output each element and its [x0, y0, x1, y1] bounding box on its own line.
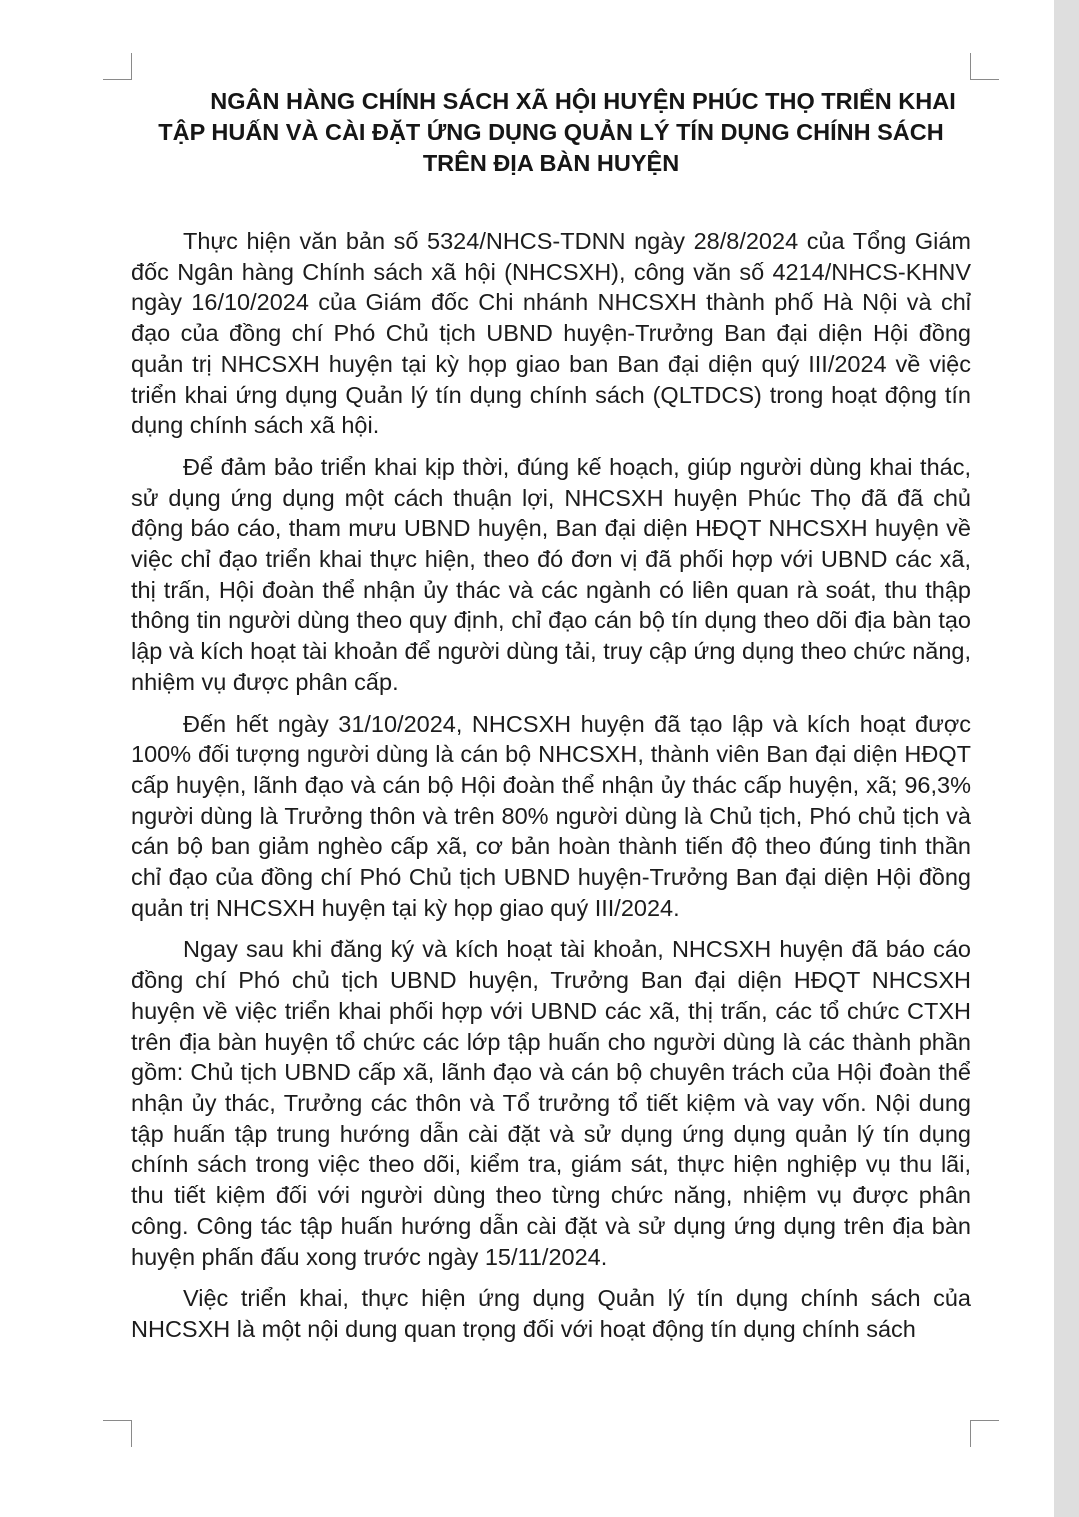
- document-title: [131, 86, 971, 179]
- paragraph-1: Thực hiện văn bản số 5324/NHCS-TDNN ngày 28/8/2024 của Tổng Giám đốc Ngân hàng Chính sách xã hội (NHCSXH), công văn số 4214/NHCS-KHNV ngày 16/10/2024 của Giám đốc Chi nhánh NHCSXH thành phố Hà Nội và chỉ đạo của đồng chí Phó Chủ tịch UBND huyện-Trưởng Ban đại diện Hội đồng quản trị NHCSXH huyện tại kỳ họp giao ban Ban đại diện quý III/2024 về việc triển khai ứng dụng Quản lý tín dụng chính sách (QLTDCS) trong hoạt động tín dụng chính sách xã hội.: [131, 228, 971, 439]
- margin-corner-bottom-left: [103, 1420, 132, 1447]
- paragraph-2: Để đảm bảo triển khai kịp thời, đúng kế hoạch, giúp người dùng khai thác, sử dụng ứng dụng một cách thuận lợi, NHCSXH huyện Phúc Thọ đã đã chủ động báo cáo, tham mưu UBND huyện, Ban đại diện HĐQT NHCSXH huyện về việc chỉ đạo triển khai thực hiện, theo đó đơn vị đã phối hợp với UBND các xã, thị trấn, Hội đoàn thể nhận ủy thác và các ngành có liên quan rà soát, thu thập thông tin người dùng theo quy định, chỉ đạo cán bộ tín dụng theo dõi địa bàn tạo lập và kích hoạt tài khoản để người dùng tải, truy cập ứng dụng theo chức năng, nhiệm vụ được phân cấp.: [131, 453, 971, 695]
- document-body: [131, 226, 971, 1356]
- margin-corner-top-right: [970, 53, 999, 80]
- title-line-3: TRÊN ĐỊA BÀN HUYỆN: [422, 150, 680, 176]
- paragraph-5: Việc triển khai, thực hiện ứng dụng Quản lý tín dụng chính sách của NHCSXH là một nội dung quan trọng đối với hoạt động tín dụng chính sách: [131, 1285, 971, 1342]
- title-line-1: NGÂN HÀNG CHÍNH SÁCH XÃ HỘI HUYỆN PHÚC THỌ TRIỂN KHAI: [210, 88, 956, 114]
- paragraph-3: Đến hết ngày 31/10/2024, NHCSXH huyện đã tạo lập và kích hoạt được 100% đối tượng người dùng là cán bộ NHCSXH, thành viên Ban đại diện HĐQT cấp huyện, lãnh đạo và cán bộ Hội đoàn thể nhận ủy thác cấp huyện, xã; 96,3% người dùng là Trưởng thôn và trên 80% người dùng là Chủ tịch, Phó chủ tịch và cán bộ ban giảm nghèo cấp xã, cơ bản hoàn thành tiến độ theo đúng tinh thần chỉ đạo của đồng chí Phó Chủ tịch UBND huyện-Trưởng Ban đại diện Hội đồng quản trị NHCSXH huyện tại kỳ họp giao quý III/2024.: [131, 710, 971, 921]
- margin-corner-top-left: [103, 53, 132, 80]
- scrollbar-gutter[interactable]: [1054, 0, 1079, 1517]
- margin-corner-bottom-right: [970, 1420, 999, 1447]
- paragraph-4: Ngay sau khi đăng ký và kích hoạt tài khoản, NHCSXH huyện đã báo cáo đồng chí Phó chủ tịch UBND huyện, Trưởng Ban đại diện HĐQT NHCSXH huyện về việc triển khai phối hợp với UBND các xã, thị trấn, các tổ chức CTXH trên địa bàn huyện tổ chức các lớp tập huấn cho người dùng là các thành phần gồm: Chủ tịch UBND cấp xã, lãnh đạo và cán bộ chuyên trách của Hội đoàn thể nhận ủy thác, Trưởng các thôn và Tổ trưởng tổ tiết kiệm và vay vốn. Nội dung tập huấn tập trung hướng dẫn cài đặt và sử dụng ứng dụng quản lý tín dụng chính sách trong việc theo dõi, kiểm tra, giám sát, thực hiện nghiệp vụ thu lãi, thu tiết kiệm đối với người dùng theo từng chức năng, nhiệm vụ được phân công. Công tác tập huấn hướng dẫn cài đặt và sử dụng ứng dụng trên địa bàn huyện phấn đấu xong trước ngày 15/11/2024.: [131, 936, 971, 1270]
- title-line-2: TẬP HUẤN VÀ CÀI ĐẶT ỨNG DỤNG QUẢN LÝ TÍN DỤNG CHÍNH SÁCH: [158, 119, 944, 145]
